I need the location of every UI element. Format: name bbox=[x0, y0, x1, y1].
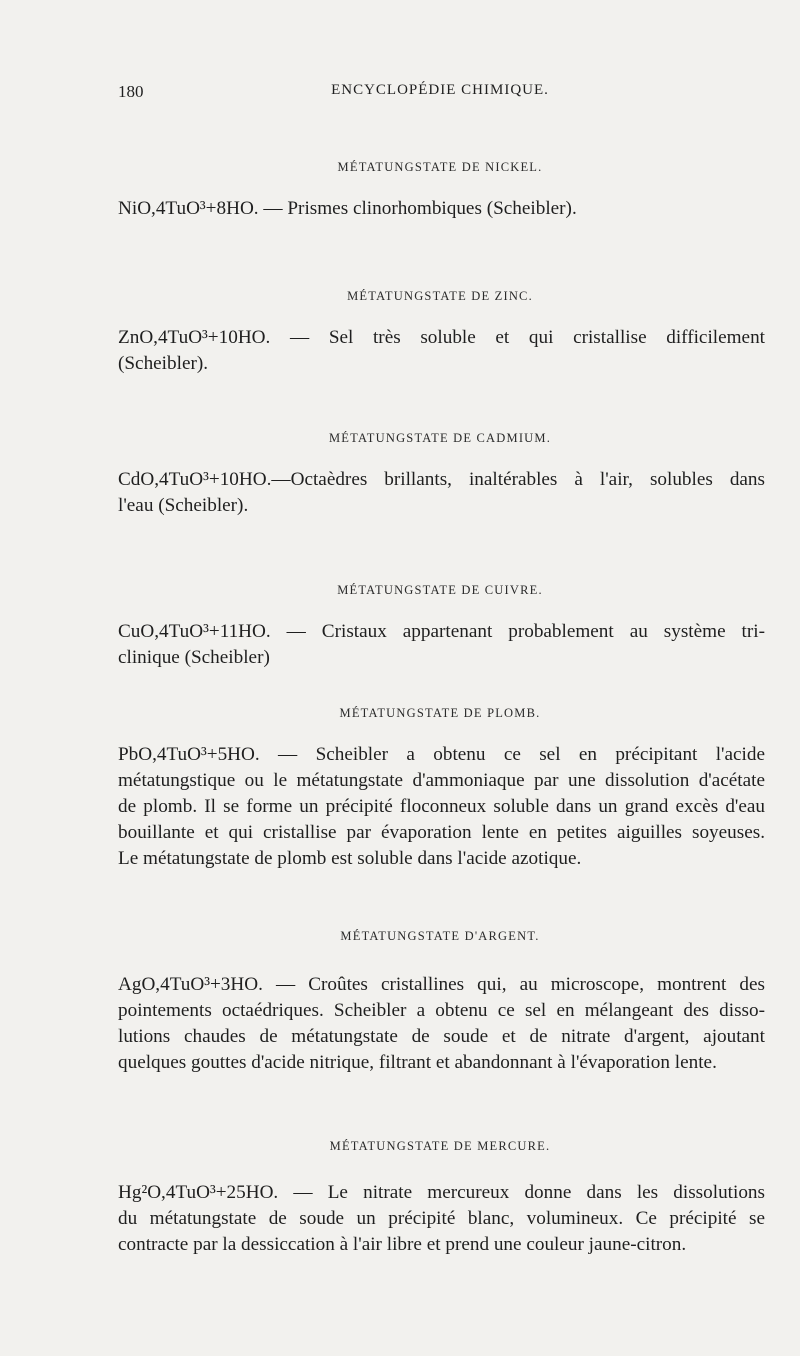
text-line: Le métatungstate de plomb est soluble dans l'acide azotique. bbox=[118, 848, 582, 869]
section-body-cuivre bbox=[118, 619, 765, 671]
text-line: CuO,4TuO³+11HO. — Cristaux appartenant probablement au système tri- bbox=[118, 621, 765, 642]
section-title-zinc: MÉTATUNGSTATE DE ZINC. bbox=[347, 289, 533, 303]
section-body-cadmium bbox=[118, 467, 765, 519]
text-line: AgO,4TuO³+3HO. — Croûtes cristallines qui, au microscope, montrent des bbox=[118, 974, 765, 995]
text-line: l'eau (Scheibler). bbox=[118, 495, 249, 516]
section-body-zinc bbox=[118, 325, 765, 377]
text-line: NiO,4TuO³+8HO. — Prismes clinorhombiques (Scheibler). bbox=[118, 198, 577, 219]
section-title-plomb: MÉTATUNGSTATE DE PLOMB. bbox=[339, 706, 541, 720]
page-header bbox=[118, 82, 762, 106]
section-title-mercure: MÉTATUNGSTATE DE MERCURE. bbox=[329, 1139, 551, 1153]
section-body-nickel bbox=[118, 196, 765, 222]
text-line: clinique (Scheibler) bbox=[118, 647, 270, 668]
section-title-cadmium: MÉTATUNGSTATE DE CADMIUM. bbox=[328, 431, 552, 445]
text-line: PbO,4TuO³+5HO. — Scheibler a obtenu ce sel en précipitant l'acide bbox=[118, 744, 765, 765]
text-line: de plomb. Il se forme un précipité floconneux soluble dans un grand excès d'eau bbox=[118, 796, 765, 817]
section-body-plomb bbox=[118, 742, 765, 872]
text-line: Hg²O,4TuO³+25HO. — Le nitrate mercureux donne dans les dissolutions bbox=[118, 1182, 765, 1203]
section-title-nickel: MÉTATUNGSTATE DE NICKEL. bbox=[337, 160, 543, 174]
text-line: lutions chaudes de métatungstate de soude et de nitrate d'argent, ajoutant bbox=[118, 1026, 765, 1047]
text-line: CdO,4TuO³+10HO.—Octaèdres brillants, inaltérables à l'air, solubles dans bbox=[118, 469, 765, 490]
text-line: ZnO,4TuO³+10HO. — Sel très soluble et qui cristallise difficilement bbox=[118, 327, 765, 348]
text-line: du métatungstate de soude un précipité blanc, volumineux. Ce précipité se bbox=[118, 1208, 765, 1229]
text-line: bouillante et qui cristallise par évaporation lente en petites aiguilles soyeuses. bbox=[118, 822, 765, 843]
page-number: 180 bbox=[118, 82, 144, 101]
section-body-mercure bbox=[118, 1180, 765, 1258]
text-line: (Scheibler). bbox=[118, 353, 209, 374]
section-title-argent: MÉTATUNGSTATE D'ARGENT. bbox=[340, 929, 540, 943]
text-line: quelques gouttes d'acide nitrique, filtrant et abandonnant à l'évaporation lente. bbox=[118, 1052, 717, 1073]
running-title: ENCYCLOPÉDIE CHIMIQUE. bbox=[331, 82, 549, 98]
section-title-cuivre: MÉTATUNGSTATE DE CUIVRE. bbox=[337, 583, 543, 597]
section-body-argent bbox=[118, 972, 765, 1076]
text-line: métatungstique ou le métatungstate d'ammoniaque par une dissolution d'acétate bbox=[118, 770, 765, 791]
text-line: pointements octaédriques. Scheibler a obtenu ce sel en mélangeant des disso- bbox=[118, 1000, 765, 1021]
text-line: contracte par la dessiccation à l'air libre et prend une couleur jaune-citron. bbox=[118, 1234, 687, 1255]
